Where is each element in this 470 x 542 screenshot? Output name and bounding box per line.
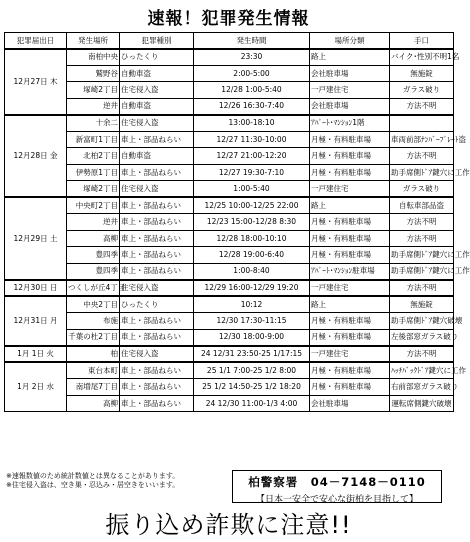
- time-cell: 10:12: [194, 296, 310, 313]
- time-cell: 12/28 18:00-10:10: [194, 230, 310, 247]
- method-cell: 方法不明: [390, 280, 454, 297]
- place-cell: 千葉の杜2丁目: [67, 329, 120, 346]
- note-line: ※速報数値のため統計数値とは異なることがあります。: [6, 472, 180, 480]
- time-cell: 23:30: [194, 49, 310, 66]
- time-cell: 12/27 21:00-12:20: [194, 148, 310, 165]
- report-date: 1月 1日 火: [5, 346, 67, 363]
- location-type-cell: 月極・有料駐車場: [310, 164, 390, 181]
- table-row: [5, 329, 454, 346]
- location-type-cell: 路上: [310, 49, 390, 66]
- police-contact-box: [232, 470, 442, 503]
- place-cell: 中央町2丁目: [67, 197, 120, 214]
- location-type-cell: 月極・有料駐車場: [310, 230, 390, 247]
- page-title: 速報！犯罪発生情報: [147, 9, 310, 29]
- location-type-cell: 月極・有料駐車場: [310, 148, 390, 165]
- table-row: [5, 296, 454, 313]
- police-slogan: 【日本一安全で安心な街柏を目指して】: [255, 495, 418, 505]
- method-cell: 無施錠: [390, 65, 454, 82]
- table-row: [5, 247, 454, 264]
- report-date: 12月29日 土: [5, 197, 67, 280]
- method-cell: ガラス破り: [390, 181, 454, 198]
- place-cell: 中央2丁目: [67, 296, 120, 313]
- location-type-cell: ｱﾊﾟｰﾄ･ﾏﾝｼｮﾝ駐車場: [310, 263, 390, 280]
- time-cell: 12/28 19:00-6:40: [194, 247, 310, 264]
- table-row: [5, 98, 454, 115]
- method-cell: [390, 115, 454, 132]
- table-row: [5, 362, 454, 379]
- crime-type-cell: 住宅侵入盗: [120, 82, 194, 99]
- time-cell: 25 1/2 14:50-25 1/2 18:20: [194, 379, 310, 396]
- method-cell: ガラス破り: [390, 82, 454, 99]
- method-cell: ﾊｯﾁﾊﾞｯｸﾄﾞｱ鍵穴に工作: [390, 362, 454, 379]
- location-type-cell: 月極・有料駐車場: [310, 247, 390, 264]
- table-body: [5, 49, 470, 412]
- time-cell: 2:00-5:00: [194, 65, 310, 82]
- table-row: [5, 346, 454, 363]
- crime-type-cell: 住宅侵入盗: [120, 115, 194, 132]
- header-cell: 犯罪種別: [120, 33, 194, 49]
- location-type-cell: 会社駐車場: [310, 65, 390, 82]
- crime-type-cell: 車上・部品ねらい: [120, 313, 194, 330]
- table-row: [5, 263, 454, 280]
- method-cell: バイク･性別不明1名: [390, 49, 454, 66]
- police-phone: 柏警察署 04－7148－0110: [248, 475, 426, 489]
- report-date: 12月31日 月: [5, 296, 67, 346]
- fraud-warning: 振り込め詐欺に注意!!: [105, 511, 352, 539]
- crime-type-cell: 自動車盗: [120, 65, 194, 82]
- table-row: [5, 131, 454, 148]
- time-cell: 12/28 1:00-5:40: [194, 82, 310, 99]
- notes: [6, 472, 179, 490]
- crime-type-cell: 車上・部品ねらい: [120, 395, 194, 412]
- header-cell: 手口: [390, 33, 454, 49]
- location-type-cell: 路上: [310, 296, 390, 313]
- method-cell: 方法不明: [390, 346, 454, 363]
- method-cell: 方法不明: [390, 148, 454, 165]
- time-cell: 12/29 16:00-12/29 19:20: [194, 280, 310, 297]
- header-cell: 発生時間: [194, 33, 310, 49]
- time-cell: 24 12/31 23:50-25 1/17:15: [194, 346, 310, 363]
- header-cell: 場所分類: [310, 33, 390, 49]
- place-cell: 塚崎2丁目: [67, 181, 120, 198]
- method-cell: 無施錠: [390, 296, 454, 313]
- crime-type-cell: 住宅侵入盗: [120, 280, 194, 297]
- place-cell: 豊四季: [67, 263, 120, 280]
- method-cell: 右前部窓ガラス破り: [390, 379, 454, 396]
- method-cell: 左後部窓ガラス破り: [390, 329, 454, 346]
- report-date: 1月 2日 水: [5, 362, 67, 412]
- method-cell: 方法不明: [390, 98, 454, 115]
- crime-type-cell: 車上・部品ねらい: [120, 230, 194, 247]
- table-row: [5, 65, 454, 82]
- place-cell: 南柏中央: [67, 49, 120, 66]
- time-cell: 12/27 19:30-7:10: [194, 164, 310, 181]
- table-row: [5, 115, 454, 132]
- place-cell: 高柳: [67, 395, 120, 412]
- table-row: [5, 313, 454, 330]
- header-cell: 発生場所: [67, 33, 120, 49]
- time-cell: 12/30 18:00-9:00: [194, 329, 310, 346]
- time-cell: 12/26 16:30-7:40: [194, 98, 310, 115]
- location-type-cell: 路上: [310, 197, 390, 214]
- method-cell: 方法不明: [390, 214, 454, 231]
- location-type-cell: 月極・有料駐車場: [310, 329, 390, 346]
- method-cell: 助手席側ﾄﾞｱ鍵穴に工作: [390, 263, 454, 280]
- place-cell: 新富町1丁目: [67, 131, 120, 148]
- place-cell: 柏: [67, 346, 120, 363]
- crime-type-cell: 車上・部品ねらい: [120, 164, 194, 181]
- location-type-cell: 一戸建住宅: [310, 346, 390, 363]
- table-row: [5, 214, 454, 231]
- crime-type-cell: 車上・部品ねらい: [120, 131, 194, 148]
- table-row: [5, 148, 454, 165]
- crime-type-cell: 住宅侵入盗: [120, 181, 194, 198]
- crime-type-cell: 車上・部品ねらい: [120, 197, 194, 214]
- table-row: [5, 379, 454, 396]
- place-cell: 南増尾7丁目: [67, 379, 120, 396]
- crime-type-cell: 住宅侵入盗: [120, 346, 194, 363]
- table-row: [5, 164, 454, 181]
- location-type-cell: 一戸建住宅: [310, 181, 390, 198]
- place-cell: 高柳: [67, 230, 120, 247]
- table-row: [5, 49, 454, 66]
- crime-type-cell: 車上・部品ねらい: [120, 362, 194, 379]
- location-type-cell: ｱﾊﾟｰﾄ･ﾏﾝｼｮﾝ1階: [310, 115, 390, 132]
- table-row: [5, 197, 454, 214]
- time-cell: 1:00-5:40: [194, 181, 310, 198]
- method-cell: 車両前部ﾅﾝﾊﾞｰﾌﾟﾚｰﾄ盗: [390, 131, 454, 148]
- crime-type-cell: 車上・部品ねらい: [120, 263, 194, 280]
- note-line: ※住宅侵入盗は、空き巣・忍込み・居空きをいいます。: [6, 481, 180, 489]
- time-cell: 25 1/1 7:00-25 1/2 8:00: [194, 362, 310, 379]
- location-type-cell: 月極・有料駐車場: [310, 214, 390, 231]
- method-cell: 助手席側ﾄﾞｱ鍵穴に工作: [390, 164, 454, 181]
- table-row: [5, 82, 454, 99]
- method-cell: 助手席側ﾄﾞｱ鍵穴破壊: [390, 313, 454, 330]
- location-type-cell: 会社駐車場: [310, 98, 390, 115]
- location-type-cell: 月極・有料駐車場: [310, 362, 390, 379]
- method-cell: 運転席側鍵穴破壊: [390, 395, 454, 412]
- crime-table: [4, 32, 470, 412]
- time-cell: 12/25 10:00-12/25 22:00: [194, 197, 310, 214]
- method-cell: 助手席側ﾄﾞｱ鍵穴に工作: [390, 247, 454, 264]
- report-date: 12月28日 金: [5, 115, 67, 198]
- crime-type-cell: 車上・部品ねらい: [120, 214, 194, 231]
- place-cell: つくしが丘4丁目: [67, 280, 120, 297]
- crime-type-cell: ひったくり: [120, 296, 194, 313]
- table-row: [5, 395, 454, 412]
- method-cell: 方法不明: [390, 230, 454, 247]
- header-cell: 犯罪届出日: [5, 33, 67, 49]
- time-cell: 13:00-18:10: [194, 115, 310, 132]
- location-type-cell: 一戸建住宅: [310, 82, 390, 99]
- location-type-cell: 月極・有料駐車場: [310, 379, 390, 396]
- place-cell: 豊四季: [67, 247, 120, 264]
- time-cell: 12/23 15:00-12/28 8:30: [194, 214, 310, 231]
- crime-type-cell: 車上・部品ねらい: [120, 247, 194, 264]
- place-cell: 布施: [67, 313, 120, 330]
- crime-type-cell: 車上・部品ねらい: [120, 329, 194, 346]
- table-row: [5, 280, 454, 297]
- table-header-row: [5, 33, 454, 49]
- table-row: [5, 181, 454, 198]
- method-cell: 自転車部品盗: [390, 197, 454, 214]
- crime-type-cell: ひったくり: [120, 49, 194, 66]
- place-cell: 伊勢原1丁目: [67, 164, 120, 181]
- time-cell: 24 12/30 11:00-1/3 4:00: [194, 395, 310, 412]
- crime-type-cell: 自動車盗: [120, 148, 194, 165]
- crime-type-cell: 自動車盗: [120, 98, 194, 115]
- location-type-cell: 月極・有料駐車場: [310, 313, 390, 330]
- location-type-cell: 会社駐車場: [310, 395, 390, 412]
- place-cell: 東台本町: [67, 362, 120, 379]
- place-cell: 十余二: [67, 115, 120, 132]
- place-cell: 逆井: [67, 214, 120, 231]
- time-cell: 12/30 17:30-11:15: [194, 313, 310, 330]
- time-cell: 1:00-8:40: [194, 263, 310, 280]
- place-cell: 塚崎2丁目: [67, 82, 120, 99]
- place-cell: 北柏2丁目: [67, 148, 120, 165]
- location-type-cell: 月極・有料駐車場: [310, 131, 390, 148]
- table-row: [5, 230, 454, 247]
- report-date: 12月27日 木: [5, 49, 67, 115]
- crime-type-cell: 車上・部品ねらい: [120, 379, 194, 396]
- time-cell: 12/27 11:30-10:00: [194, 131, 310, 148]
- place-cell: 逆井: [67, 98, 120, 115]
- location-type-cell: 一戸建住宅: [310, 280, 390, 297]
- place-cell: 鷲野谷: [67, 65, 120, 82]
- report-date: 12月30日 日: [5, 280, 67, 297]
